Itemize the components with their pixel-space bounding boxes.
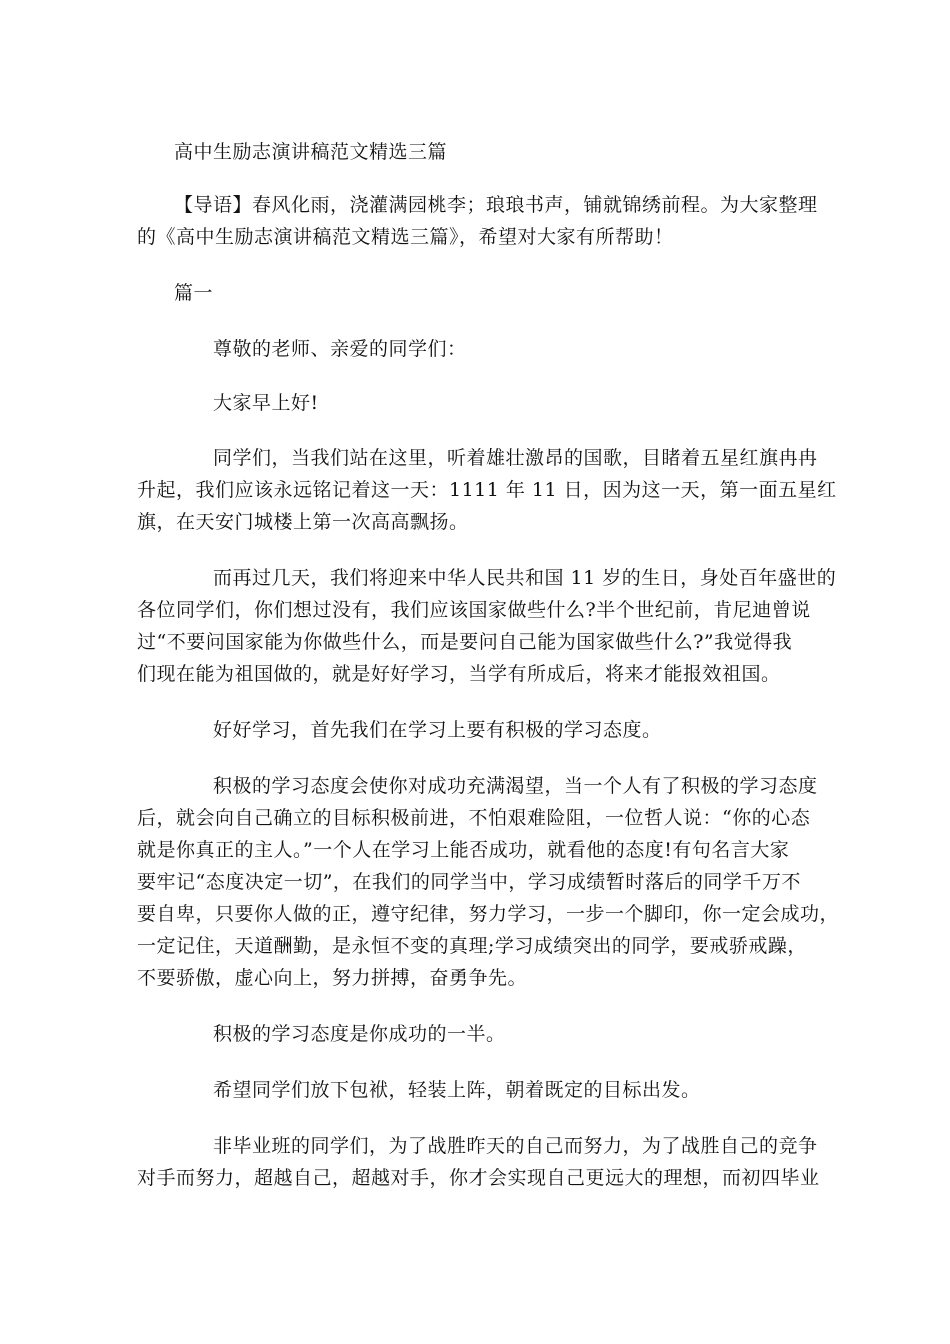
paragraph-4-line-4: 要牢记“态度决定一切”，在我们的同学当中，学习成绩暂时落后的同学千万不 <box>137 871 801 893</box>
paragraph-1-line-3: 旗，在天安门城楼上第一次高高飘扬。 <box>137 511 469 533</box>
paragraph-1-line-2: 升起，我们应该永远铭记着这一天：1111 年 11 日，因为这一天，第一面五星红 <box>137 479 837 501</box>
paragraph-4-line-2: 后，就会向自己确立的目标积极前进，不怕艰难险阻，一位哲人说：“你的心态 <box>137 807 811 829</box>
paragraph-2-line-1: 而再过几天，我们将迎来中华人民共和国 11 岁的生日，身处百年盛世的 <box>213 567 837 589</box>
paragraph-1-line-1: 同学们，当我们站在这里，听着雄壮激昂的国歌，目睹着五星红旗冉冉 <box>213 447 818 469</box>
paragraph-2-line-2: 各位同学们，你们想过没有，我们应该国家做些什么?半个世纪前，肯尼迪曾说 <box>137 599 811 621</box>
salutation: 尊敬的老师、亲爱的同学们： <box>213 338 467 360</box>
paragraph-2-line-3: 过“不要问国家能为你做些什么，而是要问自己能为国家做些什么?”我觉得我 <box>137 631 793 653</box>
intro-line-1: 【导语】春风化雨，浇灌满园桃李；琅琅书声，铺就锦绣前程。为大家整理 <box>174 194 818 216</box>
paragraph-3: 好好学习，首先我们在学习上要有积极的学习态度。 <box>213 719 662 741</box>
paragraph-7-line-2: 对手而努力，超越自己，超越对手，你才会实现自己更远大的理想，而初四毕业 <box>137 1167 820 1189</box>
section-heading: 篇一 <box>174 282 214 304</box>
paragraph-4-line-6: 一定记住，天道酬勤，是永恒不变的真理;学习成绩突出的同学，要戒骄戒躁， <box>137 935 807 957</box>
paragraph-2-line-4: 们现在能为祖国做的，就是好好学习，当学有所成后，将来才能报效祖国。 <box>137 663 781 685</box>
paragraph-5: 积极的学习态度是你成功的一半。 <box>213 1023 506 1045</box>
paragraph-4-line-5: 要自卑，只要你人做的正，遵守纪律，努力学习，一步一个脚印，你一定会成功， <box>137 903 840 925</box>
paragraph-6: 希望同学们放下包袱，轻装上阵，朝着既定的目标出发。 <box>213 1079 701 1101</box>
document-title: 高中生励志演讲稿范文精选三篇 <box>174 141 448 163</box>
paragraph-4-line-7: 不要骄傲，虚心向上，努力拼搏，奋勇争先。 <box>137 967 528 989</box>
paragraph-4-line-3: 就是你真正的主人。”一个人在学习上能否成功，就看他的态度!有句名言大家 <box>137 839 790 861</box>
paragraph-4-line-1: 积极的学习态度会使你对成功充满渴望，当一个人有了积极的学习态度 <box>213 775 818 797</box>
paragraph-7-line-1: 非毕业班的同学们，为了战胜昨天的自己而努力，为了战胜自己的竞争 <box>213 1135 818 1157</box>
greeting: 大家早上好! <box>213 392 319 414</box>
intro-line-2: 的《高中生励志演讲稿范文精选三篇》，希望对大家有所帮助！ <box>137 226 674 248</box>
